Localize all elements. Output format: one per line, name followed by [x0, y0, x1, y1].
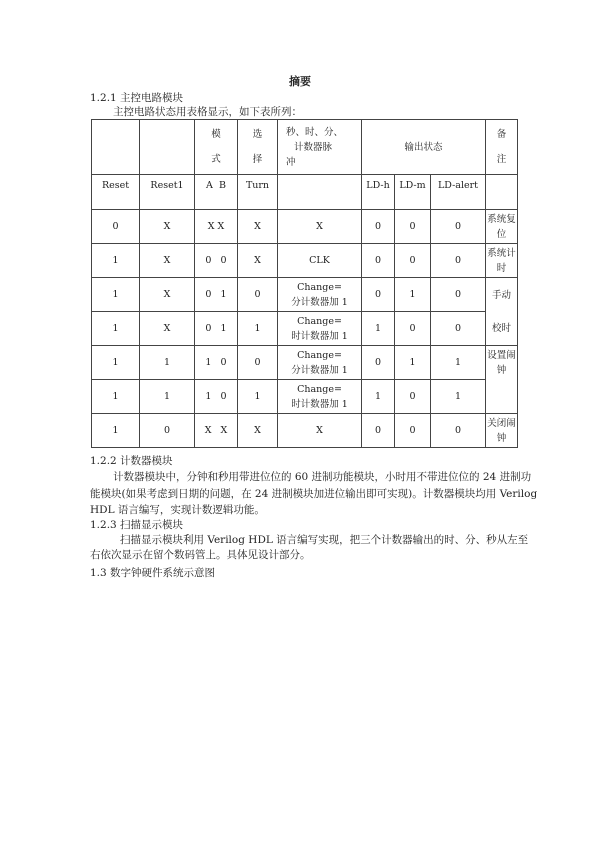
- cell: 1: [92, 414, 140, 448]
- cell: 1: [362, 380, 395, 414]
- cell: 1 0: [195, 380, 238, 414]
- table-row: [92, 346, 518, 380]
- note-cell: 关闭闹 钟: [486, 414, 518, 448]
- note-cell: 设置闹 钟: [486, 346, 518, 414]
- cell: X X: [195, 414, 238, 448]
- header-pulse: 秒、时、分、 计数器脉 冲: [278, 120, 362, 175]
- cell: 0: [362, 244, 395, 278]
- table-intro: 主控电路状态用表格显示，如下表所列：: [113, 106, 302, 118]
- cell: 0: [431, 312, 486, 346]
- cell: 0: [238, 278, 278, 312]
- section-heading-1-3: 1.3 数字钟硬件系统示意图: [90, 567, 216, 579]
- cell: 0: [395, 380, 431, 414]
- cell: 1: [92, 380, 140, 414]
- table-row: [92, 414, 518, 448]
- paragraph-line: 右依次显示在留个数码管上。具体见设计部分。: [90, 549, 311, 561]
- cell: 0: [395, 312, 431, 346]
- table-row: [92, 244, 518, 278]
- cell: 0: [362, 346, 395, 380]
- cell: 0 1: [195, 312, 238, 346]
- cell: X: [238, 414, 278, 448]
- cell: X: [140, 312, 195, 346]
- cell: 1: [238, 380, 278, 414]
- header-note: 备 注: [486, 120, 518, 175]
- cell: 1 0: [195, 346, 238, 380]
- cell: 1: [140, 346, 195, 380]
- header-row-columns: [92, 175, 518, 210]
- header-empty: [140, 120, 195, 175]
- cell: 0: [431, 278, 486, 312]
- col-ld-alert: LD-alert: [431, 175, 486, 210]
- section-heading-1-2-1: 1.2.1 主控电路模块: [90, 92, 184, 104]
- paragraph-line: 能模块(如果考虑到日期的问题，在 24 进制模块加进位输出即可实现)。计数器模块均用 Verilog: [90, 488, 538, 500]
- page-title: 摘要: [289, 75, 311, 88]
- cell: X: [238, 244, 278, 278]
- cell: 0: [395, 210, 431, 244]
- cell: 0: [238, 346, 278, 380]
- table-row: [92, 210, 518, 244]
- col-turn: Turn: [238, 175, 278, 210]
- cell: X X: [195, 210, 238, 244]
- cell: X: [278, 210, 362, 244]
- cell: 1: [395, 346, 431, 380]
- cell: Change= 分计数器加 1: [278, 278, 362, 312]
- col-reset: Reset: [92, 175, 140, 210]
- cell: 0: [140, 414, 195, 448]
- cell: 1: [238, 312, 278, 346]
- cell: 0: [395, 244, 431, 278]
- col-ld-h: LD-h: [362, 175, 395, 210]
- col-reset1: Reset1: [140, 175, 195, 210]
- header-row-top: [92, 120, 518, 175]
- header-select: 选 择: [238, 120, 278, 175]
- cell: X: [140, 210, 195, 244]
- note-cell: 手动 校时: [486, 278, 518, 346]
- state-table: [91, 119, 518, 448]
- cell: Change= 时计数器加 1: [278, 312, 362, 346]
- cell: 1: [92, 312, 140, 346]
- cell: X: [140, 278, 195, 312]
- cell: 1: [431, 380, 486, 414]
- cell: 0 1: [195, 278, 238, 312]
- table-row: [92, 312, 518, 346]
- cell: X: [238, 210, 278, 244]
- cell: 0: [431, 244, 486, 278]
- col-empty: [278, 175, 362, 210]
- cell: CLK: [278, 244, 362, 278]
- col-ld-m: LD-m: [395, 175, 431, 210]
- header-output: 输出状态: [362, 120, 486, 175]
- table-row: [92, 278, 518, 312]
- note-cell: 系统复 位: [486, 210, 518, 244]
- cell: 0: [362, 210, 395, 244]
- paragraph-line: 计数器模块中，分钟和秒用带进位位的 60 进制功能模块，小时用不带进位位的 24 进制功: [113, 471, 532, 483]
- section-heading-1-2-2: 1.2.2 计数器模块: [90, 455, 173, 467]
- table-row: [92, 380, 518, 414]
- cell: Change= 时计数器加 1: [278, 380, 362, 414]
- cell: Change= 分计数器加 1: [278, 346, 362, 380]
- cell: X: [278, 414, 362, 448]
- header-empty: [92, 120, 140, 175]
- cell: 0: [362, 414, 395, 448]
- cell: 1: [362, 312, 395, 346]
- cell: 0: [431, 414, 486, 448]
- cell: 1: [92, 278, 140, 312]
- header-mode: 模 式: [195, 120, 238, 175]
- cell: 0: [92, 210, 140, 244]
- cell: 0 0: [195, 244, 238, 278]
- cell: 0: [395, 414, 431, 448]
- cell: 1: [431, 346, 486, 380]
- cell: 0: [431, 210, 486, 244]
- section-heading-1-2-3: 1.2.3 扫描显示模块: [90, 519, 184, 531]
- cell: 0: [362, 278, 395, 312]
- paragraph-line: 扫描显示模块利用 Verilog HDL 语言编写实现，把三个计数器输出的时、分、秒从左至: [120, 534, 529, 546]
- cell: 1: [92, 346, 140, 380]
- cell: 1: [140, 380, 195, 414]
- cell: X: [140, 244, 195, 278]
- cell: 1: [395, 278, 431, 312]
- col-ab: A B: [195, 175, 238, 210]
- paragraph-line: HDL 语言编写，实现计数逻辑功能。: [90, 504, 265, 516]
- note-cell: 系统计 时: [486, 244, 518, 278]
- cell: 1: [92, 244, 140, 278]
- col-empty: [486, 175, 518, 210]
